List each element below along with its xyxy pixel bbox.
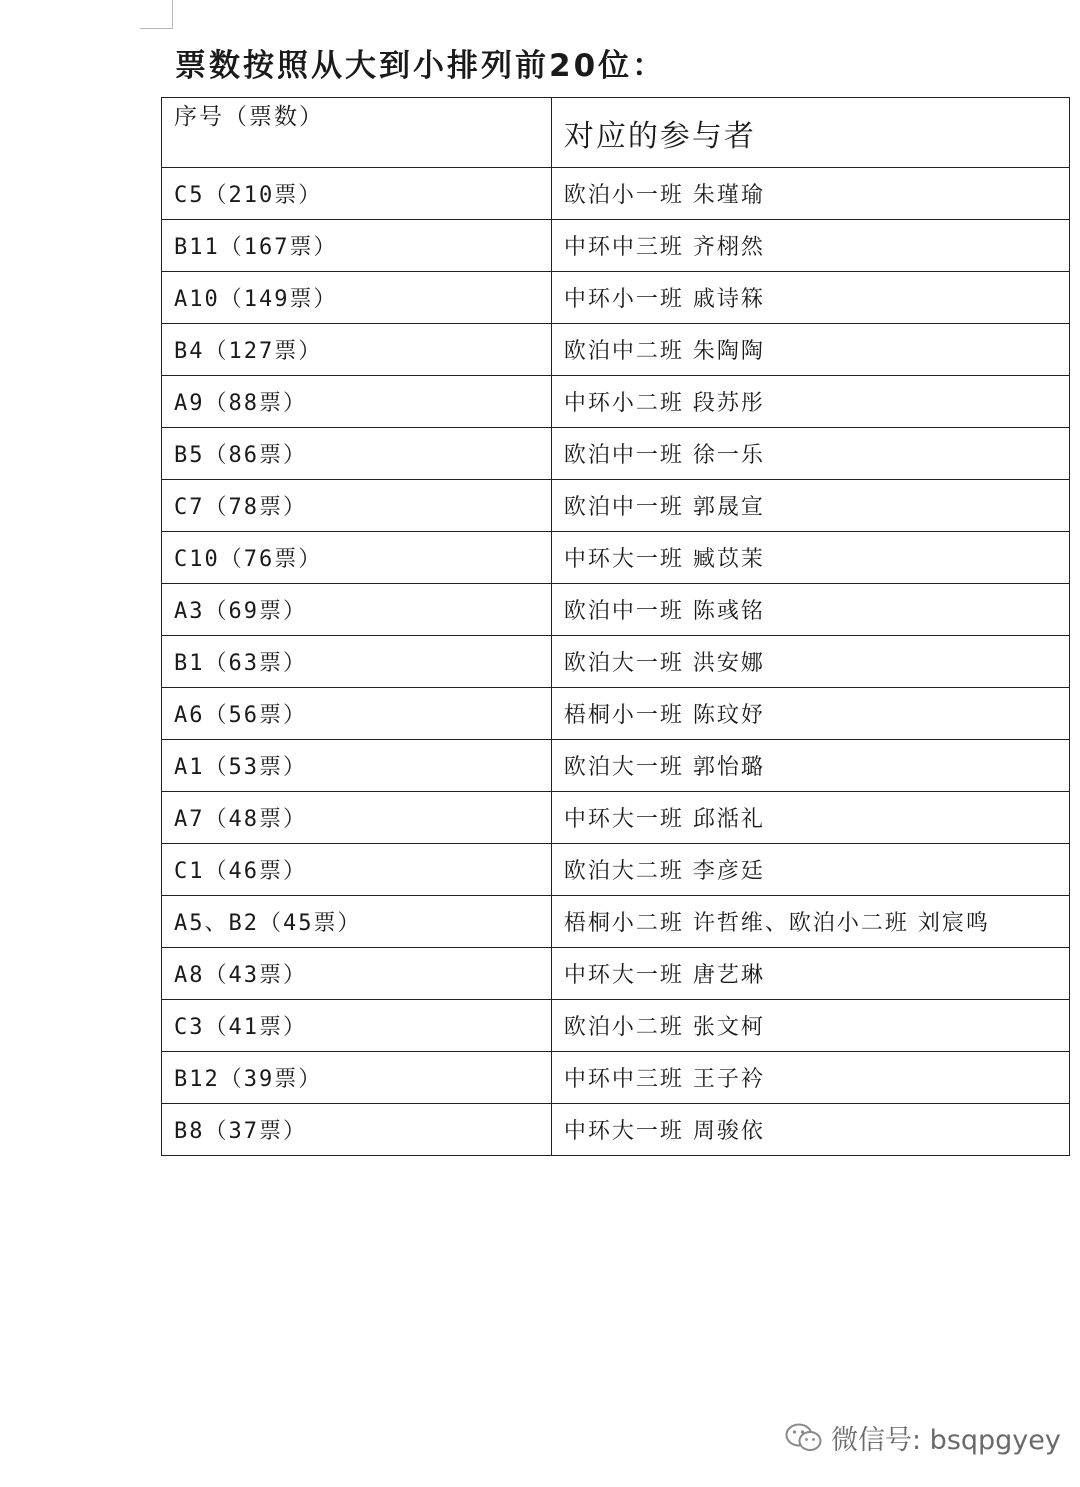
table-row — [162, 688, 1070, 740]
document-title: 票数按照从大到小排列前20位： — [175, 48, 667, 84]
table-body — [162, 168, 1070, 1156]
ranking-table — [161, 97, 1070, 1156]
cell-entry-votes: B1（63票） — [162, 636, 552, 688]
cell-entry-votes: B4（127票） — [162, 324, 552, 376]
cell-entry-votes: A9（88票） — [162, 376, 552, 428]
cell-entry-votes: B5（86票） — [162, 428, 552, 480]
table-row — [162, 428, 1070, 480]
table-row — [162, 168, 1070, 220]
cell-entry-votes: C5（210票） — [162, 168, 552, 220]
table-row — [162, 324, 1070, 376]
watermark-text: 微信号: bsqpgyey — [831, 1425, 1061, 1456]
cell-participant: 中环大一班 唐艺琳 — [551, 948, 1069, 1000]
table-row — [162, 740, 1070, 792]
table-row — [162, 532, 1070, 584]
table-row — [162, 948, 1070, 1000]
cell-entry-votes: A7（48票） — [162, 792, 552, 844]
header-votes: 序号（票数） — [162, 98, 552, 168]
table-row — [162, 1052, 1070, 1104]
cell-participant: 欧泊大二班 李彦廷 — [551, 844, 1069, 896]
cell-entry-votes: B11（167票） — [162, 220, 552, 272]
cell-participant: 欧泊中一班 徐一乐 — [551, 428, 1069, 480]
cell-participant: 欧泊中一班 郭晟宣 — [551, 480, 1069, 532]
cell-participant: 中环中三班 王子衿 — [551, 1052, 1069, 1104]
table-row — [162, 584, 1070, 636]
cell-entry-votes: C10（76票） — [162, 532, 552, 584]
table-row — [162, 272, 1070, 324]
table-row — [162, 636, 1070, 688]
table-row — [162, 896, 1070, 948]
cell-participant: 梧桐小二班 许哲维、欧泊小二班 刘宸鸣 — [551, 896, 1069, 948]
table-header-row — [162, 98, 1070, 168]
cell-entry-votes: A8（43票） — [162, 948, 552, 1000]
cell-participant: 中环小一班 戚诗箖 — [551, 272, 1069, 324]
wechat-watermark — [785, 1418, 1061, 1457]
table-row — [162, 792, 1070, 844]
cell-participant: 欧泊小一班 朱瑾瑜 — [551, 168, 1069, 220]
cell-participant: 欧泊小二班 张文柯 — [551, 1000, 1069, 1052]
cell-participant: 梧桐小一班 陈玟妤 — [551, 688, 1069, 740]
cell-entry-votes: A6（56票） — [162, 688, 552, 740]
cell-participant: 中环大一班 周骏依 — [551, 1104, 1069, 1156]
table-row — [162, 376, 1070, 428]
cell-participant: 欧泊中二班 朱陶陶 — [551, 324, 1069, 376]
wechat-icon — [785, 1422, 823, 1454]
cell-entry-votes: C7（78票） — [162, 480, 552, 532]
cell-entry-votes: C3（41票） — [162, 1000, 552, 1052]
cell-entry-votes: B12（39票） — [162, 1052, 552, 1104]
table-row — [162, 1104, 1070, 1156]
cell-entry-votes: A3（69票） — [162, 584, 552, 636]
cell-entry-votes: A5、B2（45票） — [162, 896, 552, 948]
table-row — [162, 844, 1070, 896]
table-row — [162, 220, 1070, 272]
cell-participant: 中环中三班 齐栩然 — [551, 220, 1069, 272]
cell-participant: 欧泊大一班 洪安娜 — [551, 636, 1069, 688]
header-participant: 对应的参与者 — [551, 98, 1069, 168]
cell-participant: 中环大一班 臧苡茉 — [551, 532, 1069, 584]
cell-entry-votes: A1（53票） — [162, 740, 552, 792]
table-row — [162, 1000, 1070, 1052]
cell-participant: 欧泊大一班 郭怡璐 — [551, 740, 1069, 792]
page-corner-mark — [140, 0, 173, 29]
cell-entry-votes: B8（37票） — [162, 1104, 552, 1156]
table-row — [162, 480, 1070, 532]
cell-participant: 中环小二班 段苏彤 — [551, 376, 1069, 428]
cell-participant: 中环大一班 邱湉礼 — [551, 792, 1069, 844]
cell-entry-votes: C1（46票） — [162, 844, 552, 896]
cell-participant: 欧泊中一班 陈彧铭 — [551, 584, 1069, 636]
cell-entry-votes: A10（149票） — [162, 272, 552, 324]
